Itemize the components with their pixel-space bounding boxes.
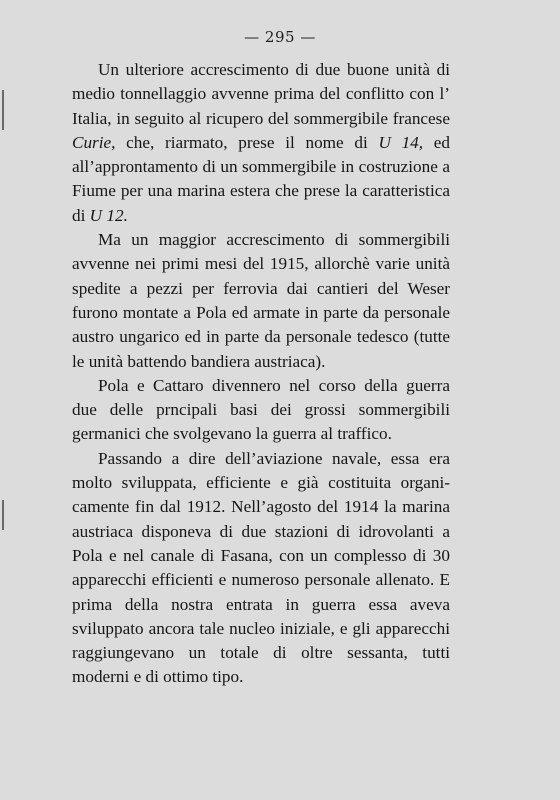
page-number: — 295 — [244, 28, 316, 46]
paragraph-1 [72, 58, 450, 228]
italic-text-run: U 14, [378, 132, 424, 152]
paragraph-2 [72, 228, 450, 374]
text-run: che, riarmato, prese il nome di [115, 132, 379, 152]
italic-text-run: U 12. [89, 205, 128, 225]
text-run: Pola e Cattaro divennero nel corso della guerra due delle prncipali basi dei grossi sommergibili germanici che svolgevano la guerra al traffico. [72, 375, 450, 444]
text-run: ed all’approntamento di un sommergibile in costruzione a Fiume per una marina estera che prese la caratteristica di [72, 132, 450, 225]
paragraph-4 [72, 447, 450, 690]
text-run: Passando a dire dell’aviazione navale, essa era molto sviluppata, efficiente e già costituita organicamente fin dal 1912. Nell’agosto del 1914 la marina austriaca disponeva di due stazioni di idrovolanti a Pola e nel canale di Fasana, con un complesso di 30 apparecchi efficienti e numeroso personale allenato. E prima della nostra entrata in guerra essa aveva sviluppato ancora tale nucleo iniziale, e gli apparecchi raggiungevano un totale di oltre sessanta, tutti moderni e di ottimo tipo. [72, 448, 450, 687]
paragraph-3 [72, 374, 450, 447]
text-run: Un ulteriore accrescimento di due buone unità di medio tonnellaggio avvenne prima del conflitto con l’ Italia, in seguito al ricupero del sommergibile francese [72, 60, 450, 128]
body-text [72, 58, 450, 690]
text-run: Ma un maggior accrescimento di sommergibili avvenne nei primi mesi del 1915, allorchè varie unità spedite a pezzi per ferrovia dai cantieri del Weser furono montate a Pola ed armate in parte da personale austro ungarico ed in parte da personale tedesco (tutte le unità battendo bandiera austriaca). [72, 230, 450, 371]
binding-edge-mark [2, 90, 4, 130]
italic-text-run: Curie, [72, 132, 116, 152]
binding-edge-mark [2, 500, 4, 530]
